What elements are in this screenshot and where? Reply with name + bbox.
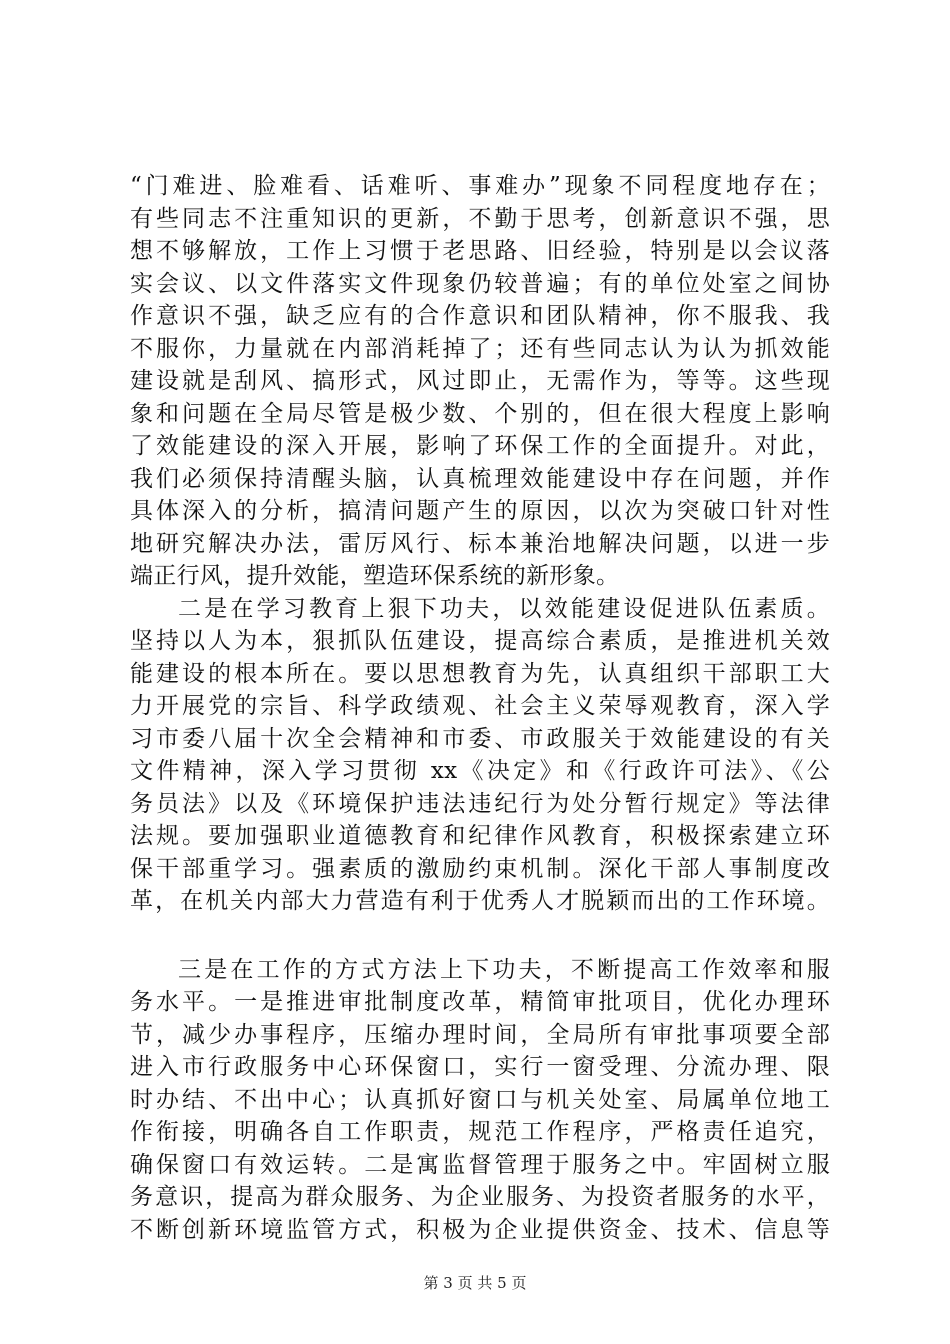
paragraph-2 bbox=[130, 593, 830, 918]
text-line: 三是在工作的方式方法上下功夫，不断提高工作效率和服 bbox=[178, 956, 830, 983]
text-line: 作衔接，明确各自工作职责，规范工作程序，严格责任追究， bbox=[130, 1119, 830, 1145]
text-line: 法规。要加强职业道德教育和纪律作风教育，积极探索建立环 bbox=[130, 823, 830, 849]
text-line: 习市委八届十次全会精神和市委、市政服关于效能建设的有关 bbox=[130, 725, 830, 752]
text-line: 务意识，提高为群众服务、为企业服务、为投资者服务的水平， bbox=[130, 1184, 830, 1210]
text-line: 不断创新环境监管方式，积极为企业提供资金、技术、信息等 bbox=[130, 1216, 830, 1243]
text-line: 想不够解放，工作上习惯于老思路、旧经验，特别是以会议落 bbox=[130, 238, 830, 264]
text-line: 力开展党的宗旨、科学政绩观、社会主义荣辱观教育，深入学 bbox=[130, 693, 830, 719]
text-line: 建设就是刮风、搞形式，风过即止，无需作为，等等。这些现 bbox=[130, 368, 830, 394]
text-line: 有些同志不注重知识的更新，不勤于思考，创新意识不强，思 bbox=[130, 205, 830, 232]
paragraph-spacer bbox=[130, 918, 830, 954]
text-line: 作意识不强，缺乏应有的合作意识和团队精神，你不服我、我 bbox=[130, 303, 830, 329]
text-line: 二是在学习教育上狠下功夫，以效能建设促进队伍素质。 bbox=[178, 595, 830, 622]
text-line: 实会议、以文件落实文件现象仍较普遍；有的单位处室之间协 bbox=[130, 270, 830, 297]
text-line: 我们必须保持清醒头脑，认真梳理效能建设中存在问题，并作 bbox=[130, 465, 830, 492]
page-number-footer: 第 3 页 共 5 页 bbox=[423, 1274, 527, 1292]
document-body bbox=[130, 170, 830, 1246]
text-line: 进入市行政服务中心环保窗口，实行一窗受理、分流办理、限 bbox=[130, 1054, 830, 1080]
text-line: 革，在机关内部大力营造有利于优秀人才脱颖而出的工作环境。 bbox=[130, 888, 830, 914]
text-line: 象和问题在全局尽管是极少数、个别的，但在很大程度上影响 bbox=[130, 400, 830, 427]
text-line: 坚持以人为本，狠抓队伍建设，提高综合素质，是推进机关效 bbox=[130, 628, 830, 654]
text-line: 务水平。一是推进审批制度改革，精简审批项目，优化办理环 bbox=[130, 989, 830, 1015]
text-line: 了效能建设的深入开展，影响了环保工作的全面提升。对此， bbox=[130, 433, 830, 459]
text-line: 文件精神，深入学习贯彻 xx《决定》和《行政许可法》、《公 bbox=[130, 758, 830, 784]
text-line: 保干部重学习。强素质的激励约束机制。深化干部人事制度改 bbox=[130, 855, 830, 882]
text-line: 具体深入的分析，搞清问题产生的原因，以次为突破口针对性 bbox=[130, 498, 830, 524]
text-line: 务员法》以及《环境保护违法违纪行为处分暂行规定》等法律 bbox=[130, 790, 830, 817]
paragraph-3 bbox=[130, 954, 830, 1247]
text-line: 能建设的根本所在。要以思想教育为先，认真组织干部职工大 bbox=[130, 660, 830, 687]
text-line: 不服你，力量就在内部消耗掉了；还有些同志认为认为抓效能 bbox=[130, 335, 830, 362]
text-line: 确保窗口有效运转。二是寓监督管理于服务之中。牢固树立服 bbox=[130, 1151, 830, 1178]
paragraph-1 bbox=[130, 170, 830, 593]
text-line: “门难进、脸难看、话难听、事难办”现象不同程度地存在； bbox=[130, 173, 830, 199]
text-line: 时办结、不出中心；认真抓好窗口与机关处室、局属单位地工 bbox=[130, 1086, 830, 1113]
text-line: 端正行风，提升效能，塑造环保系统的新形象。 bbox=[130, 563, 620, 589]
text-line: 地研究解决办法，雷厉风行、标本兼治地解决问题，以进一步 bbox=[130, 530, 830, 557]
text-line: 节，减少办事程序，压缩办理时间，全局所有审批事项要全部 bbox=[130, 1021, 830, 1048]
